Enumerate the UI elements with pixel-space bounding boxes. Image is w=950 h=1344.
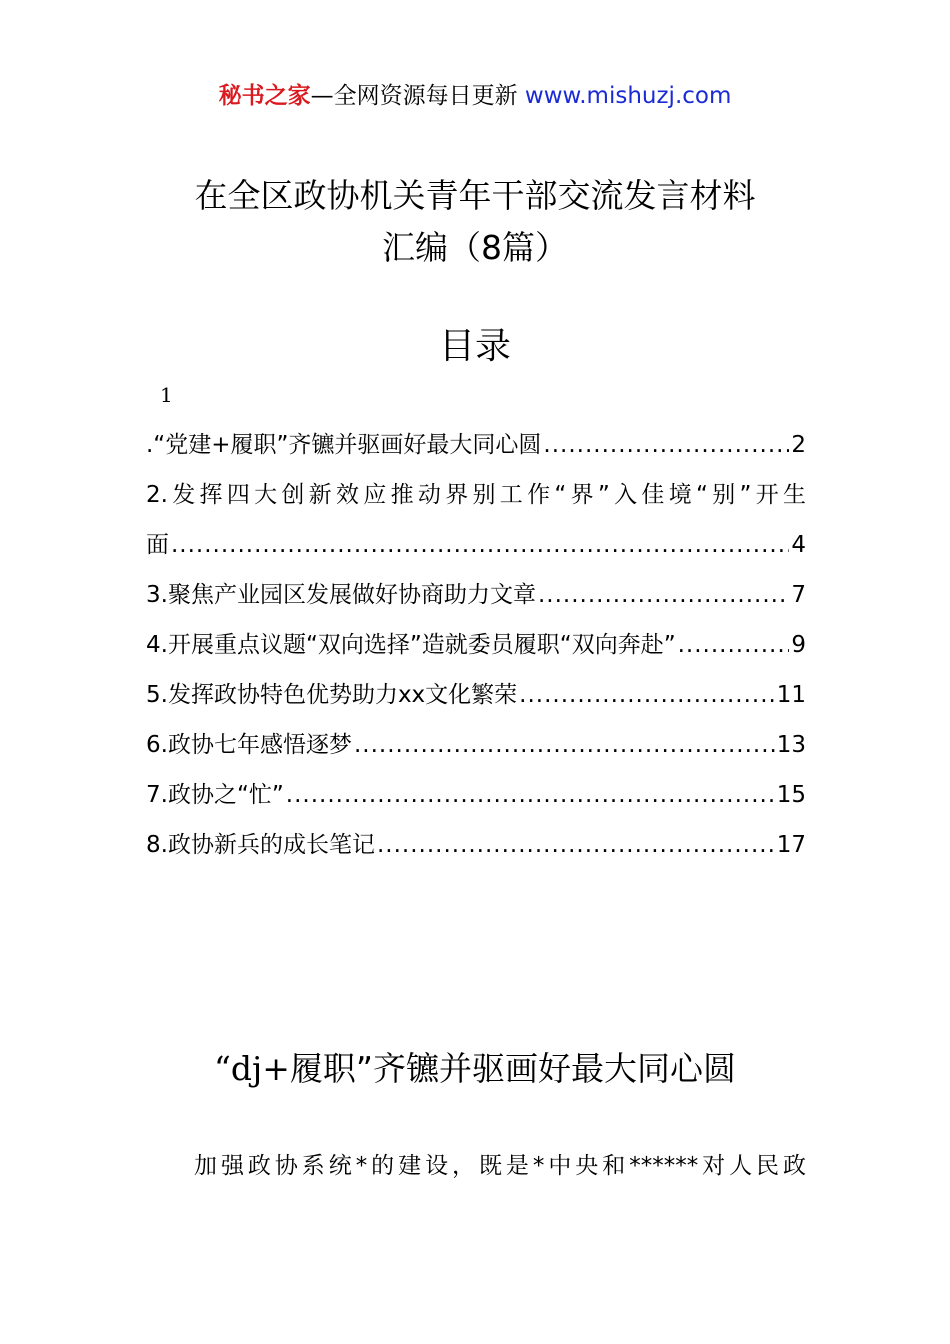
toc-entry-title: 7.政协之“忙”	[146, 782, 284, 808]
toc-entry-page: 13	[776, 732, 806, 758]
toc-entry-title: 4.开展重点议题“双向选择”造就委员履职“双向奔赴”	[146, 632, 676, 658]
toc-entry-title: 5.发挥政协特色优势助力xx文化繁荣	[146, 682, 518, 708]
toc-entry-8[interactable]	[146, 828, 806, 862]
toc-leader-dots	[286, 778, 775, 812]
toc-entry-7[interactable]	[146, 778, 806, 812]
toc-entry-title: 2.发挥四大创新效应推动界别工作“界”入佳境“别”开生	[146, 482, 806, 508]
toc-entry-5[interactable]	[146, 678, 806, 712]
article-title	[0, 1046, 950, 1092]
article-body-first-line: 加强政协系统*的建设，既是*中央和******对人民政	[194, 1153, 806, 1179]
toc-entry-page: 15	[776, 782, 806, 808]
toc-leader-dots	[519, 678, 775, 712]
toc-entry-page: 7	[791, 582, 806, 608]
toc-entry-title: .“党建+履职”齐镳并驱画好最大同心圆	[146, 432, 542, 458]
toc-entry-page: 4	[791, 532, 806, 558]
site-url-link[interactable]: www.mishuzj.com	[524, 83, 732, 109]
toc-leader-dots	[171, 528, 789, 562]
document-title-line-1: 在全区政协机关青年干部交流发言材料	[194, 176, 756, 215]
toc-entry-6[interactable]	[146, 728, 806, 762]
toc-leader-dots	[543, 428, 789, 462]
toc-leader-dots	[538, 578, 789, 612]
document-title-line-2: 汇编（8篇）	[382, 228, 568, 267]
toc-heading: 目录	[438, 326, 511, 367]
toc-entry-title: 3.聚焦产业园区发展做好协商助力文章	[146, 582, 536, 608]
toc-entry-page: 11	[776, 682, 806, 708]
toc-number-marker: 1	[160, 383, 173, 407]
toc-leader-dots	[377, 828, 775, 862]
toc-entry-4[interactable]	[146, 628, 806, 662]
toc-entry-3[interactable]	[146, 578, 806, 612]
article-title-prefix: “dj+	[214, 1049, 290, 1088]
brand-name: 秘书之家	[218, 83, 311, 109]
toc-leader-dots	[678, 628, 790, 662]
header-dash: —	[310, 83, 334, 109]
toc-entry-1[interactable]	[146, 428, 806, 462]
header-slogan: 全网资源每日更新	[333, 83, 518, 109]
article-title-rest: 履职”齐镳并驱画好最大同心圆	[289, 1049, 736, 1088]
toc-entry-page: 17	[776, 832, 806, 858]
toc-entry-title: 8.政协新兵的成长笔记	[146, 832, 375, 858]
toc-leader-dots	[354, 728, 775, 762]
toc-entry-2[interactable]	[146, 478, 806, 512]
toc-entry-page: 2	[791, 432, 806, 458]
toc-entry-title: 面	[146, 532, 169, 558]
site-header	[0, 80, 950, 112]
toc-entry-page: 9	[791, 632, 806, 658]
toc-entry-title: 6.政协七年感悟逐梦	[146, 732, 352, 758]
toc-entry-2-continued[interactable]	[146, 528, 806, 562]
